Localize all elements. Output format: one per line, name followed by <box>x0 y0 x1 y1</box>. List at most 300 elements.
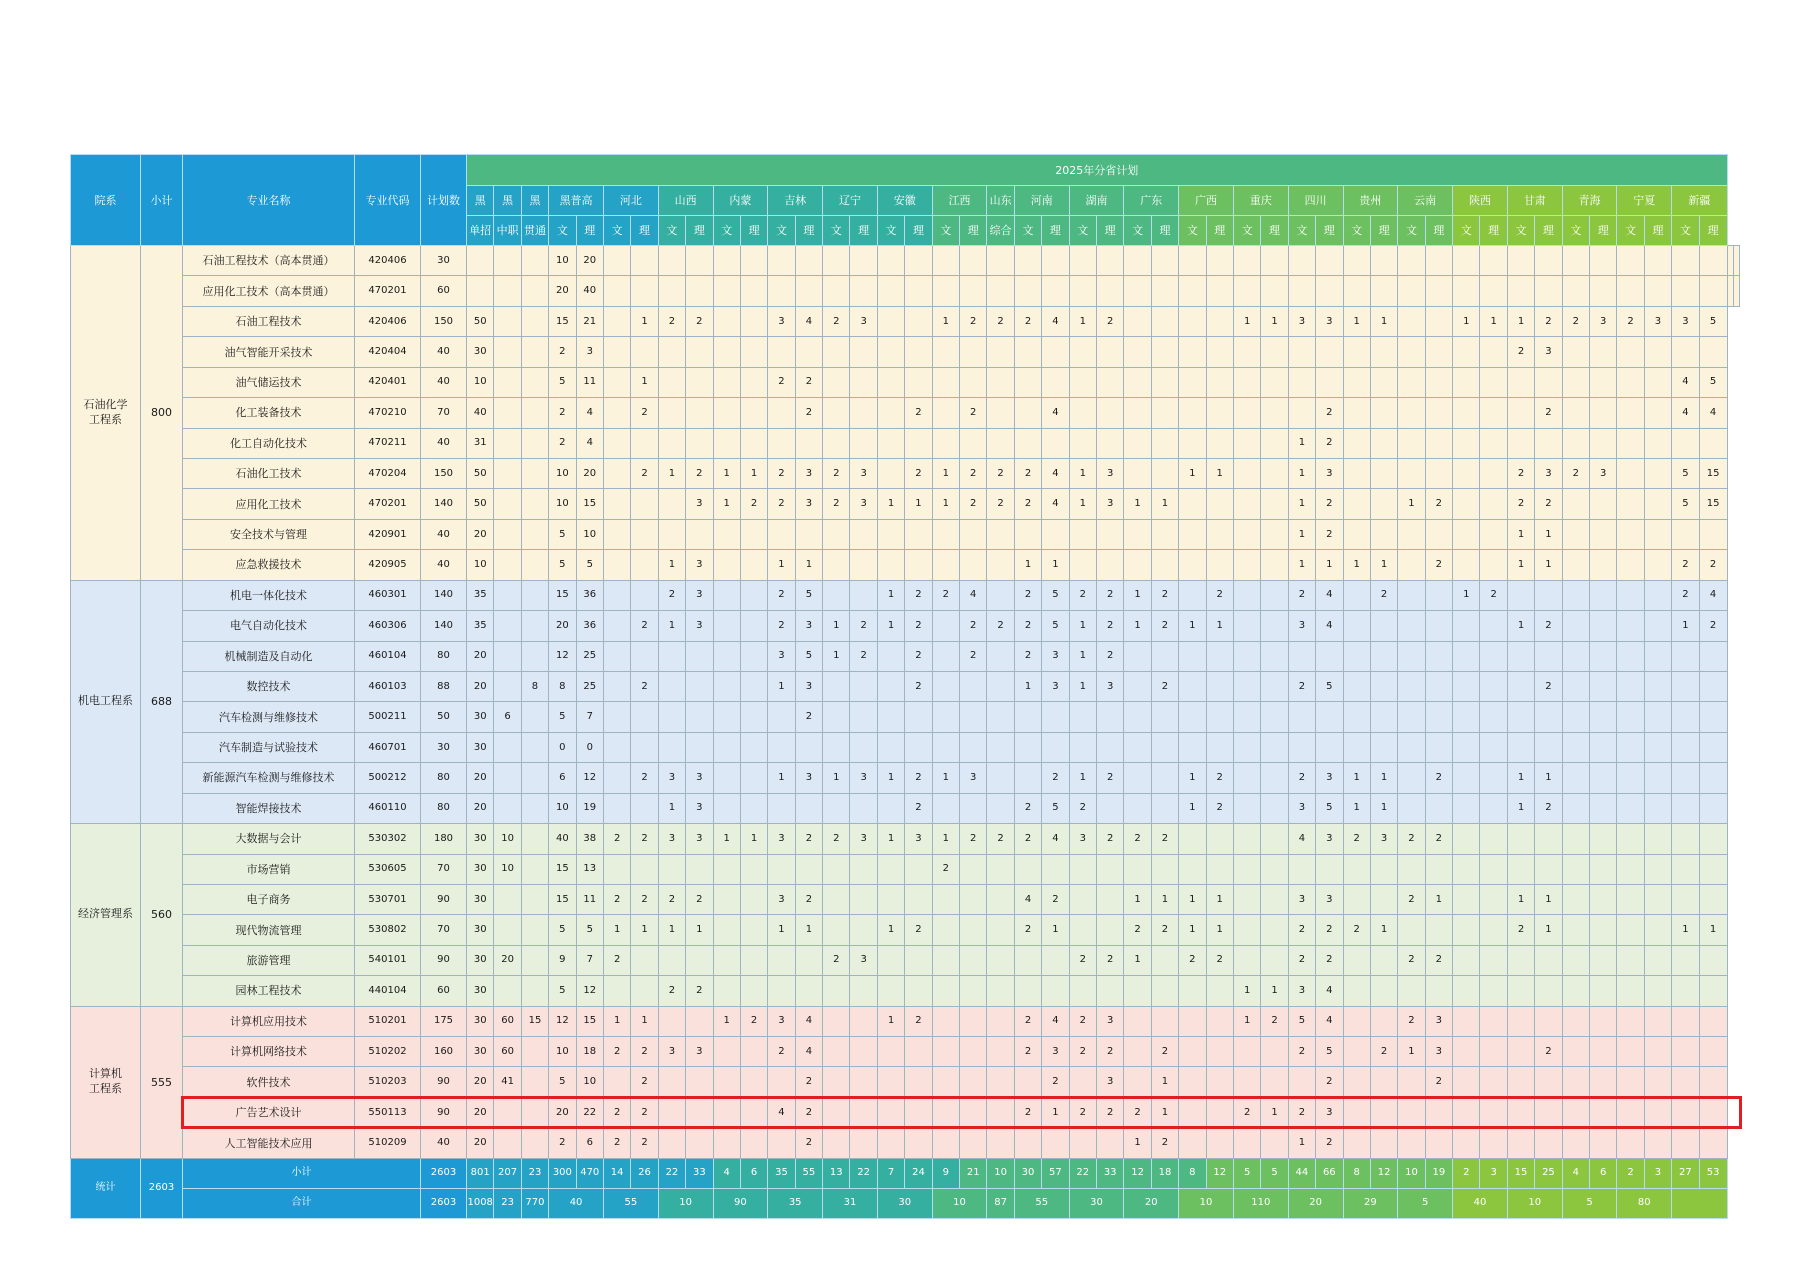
plan-value-cell: 2 <box>1535 793 1562 823</box>
plan-value-cell: 1 <box>1233 976 1260 1006</box>
plan-value-cell: 2 <box>795 1067 822 1097</box>
plan-value-cell <box>1562 489 1589 519</box>
plan-value-cell: 3 <box>1096 1006 1123 1036</box>
plan-value-cell <box>1453 611 1480 641</box>
plan-value-cell <box>1124 1037 1151 1067</box>
plan-value-cell: 4 <box>1014 884 1041 914</box>
plan-value-cell <box>713 276 740 306</box>
plan-value-cell: 10 <box>549 489 576 519</box>
plan-value-cell: 1 <box>1288 489 1315 519</box>
plan-value-cell <box>1398 854 1425 884</box>
major-code-cell: 460301 <box>355 580 421 610</box>
plan-value-cell: 2 <box>686 306 713 336</box>
plan-value-cell <box>658 367 685 397</box>
plan-value-cell: 2 <box>932 854 959 884</box>
plan-value-cell: 2 <box>1370 1037 1397 1067</box>
plan-value-cell <box>1179 306 1206 336</box>
plan-value-cell: 1 <box>1261 976 1288 1006</box>
plan-value-cell: 5 <box>549 976 576 1006</box>
plan-value-cell: 35 <box>467 580 494 610</box>
footer-sum-cell: 30 <box>1069 1188 1124 1218</box>
plan-value-cell: 2 <box>1151 1128 1178 1158</box>
plan-value-cell <box>1425 459 1452 489</box>
plan-value-cell <box>960 945 987 975</box>
major-name-cell: 应用化工技术（高本贯通） <box>183 276 355 306</box>
footer-sum-cell: 31 <box>823 1188 878 1218</box>
plan-value-cell <box>521 945 548 975</box>
plan-value-cell <box>1233 732 1260 762</box>
plan-value-cell: 10 <box>494 824 521 854</box>
plan-value-cell <box>494 337 521 367</box>
footer-label: 统计 <box>71 1158 141 1218</box>
plan-value-cell <box>987 1006 1014 1036</box>
plan-value-cell <box>795 276 822 306</box>
plan-value-cell <box>987 367 1014 397</box>
major-name-cell: 石油化工技术 <box>183 459 355 489</box>
plan-value-cell <box>603 398 630 428</box>
plan-value-cell <box>850 976 877 1006</box>
plan-value-cell <box>1398 702 1425 732</box>
plan-value-cell <box>1343 945 1370 975</box>
plan-value-cell <box>1316 276 1343 306</box>
header-group-1: 黑 <box>494 186 521 216</box>
plan-value-cell: 2 <box>768 489 795 519</box>
plan-value-cell <box>1370 367 1397 397</box>
plan-value-cell <box>686 732 713 762</box>
plan-value-cell: 1 <box>877 763 904 793</box>
plan-value-cell: 2 <box>1672 580 1699 610</box>
plan-value-cell <box>1261 915 1288 945</box>
plan-value-cell <box>1644 367 1671 397</box>
plan-value-cell <box>1343 398 1370 428</box>
header-group-16: 重庆 <box>1233 186 1288 216</box>
plan-value-cell <box>603 976 630 1006</box>
plan-value-cell <box>768 428 795 458</box>
plan-value-cell: 1 <box>1206 459 1233 489</box>
plan-value-cell: 1 <box>932 459 959 489</box>
plan-value-cell <box>1453 732 1480 762</box>
plan-count-cell: 40 <box>421 367 467 397</box>
plan-value-cell <box>1590 428 1617 458</box>
plan-value-cell: 1 <box>1206 884 1233 914</box>
plan-value-cell <box>713 1128 740 1158</box>
footer-sum-cell: 40 <box>549 1188 604 1218</box>
footer-sub-cell: 10 <box>1398 1158 1425 1188</box>
plan-value-cell <box>658 428 685 458</box>
footer-sum-cell: 87 <box>987 1188 1014 1218</box>
plan-value-cell: 10 <box>576 1067 603 1097</box>
plan-value-cell: 3 <box>686 763 713 793</box>
dept-subtotal-cell: 800 <box>141 246 183 581</box>
plan-value-cell <box>521 611 548 641</box>
header-group-13: 湖南 <box>1069 186 1124 216</box>
plan-value-cell <box>1233 763 1260 793</box>
plan-value-cell: 4 <box>1699 580 1727 610</box>
plan-count-cell: 60 <box>421 276 467 306</box>
plan-value-cell: 1 <box>1288 550 1315 580</box>
plan-value-cell <box>1288 732 1315 762</box>
plan-value-cell <box>850 367 877 397</box>
plan-value-cell <box>521 550 548 580</box>
plan-value-cell: 4 <box>795 306 822 336</box>
plan-value-cell <box>1179 641 1206 671</box>
plan-value-cell <box>1672 428 1699 458</box>
plan-value-cell <box>823 398 850 428</box>
plan-value-cell <box>1151 976 1178 1006</box>
plan-value-cell: 2 <box>823 459 850 489</box>
plan-value-cell <box>1507 398 1534 428</box>
plan-value-cell <box>877 337 904 367</box>
plan-value-cell <box>1233 1037 1260 1067</box>
plan-value-cell <box>1398 550 1425 580</box>
plan-value-cell <box>521 519 548 549</box>
plan-count-cell: 90 <box>421 1067 467 1097</box>
plan-value-cell <box>850 246 877 276</box>
plan-value-cell: 1 <box>1233 306 1260 336</box>
plan-value-cell: 2 <box>1151 611 1178 641</box>
plan-value-cell <box>905 976 932 1006</box>
plan-value-cell: 2 <box>823 489 850 519</box>
plan-value-cell <box>1042 702 1069 732</box>
plan-value-cell: 1 <box>1425 884 1452 914</box>
major-code-cell: 500211 <box>355 702 421 732</box>
major-code-cell: 470210 <box>355 398 421 428</box>
plan-value-cell <box>960 976 987 1006</box>
footer-sub-cell: 2 <box>1617 1158 1644 1188</box>
plan-value-cell <box>1124 306 1151 336</box>
plan-value-cell <box>1124 763 1151 793</box>
plan-value-cell <box>1261 1067 1288 1097</box>
plan-value-cell: 1 <box>1370 550 1397 580</box>
plan-value-cell <box>877 671 904 701</box>
plan-value-cell <box>1699 884 1727 914</box>
plan-value-cell <box>713 793 740 823</box>
footer-sum-cell: 30 <box>877 1188 932 1218</box>
plan-value-cell <box>1233 398 1260 428</box>
plan-value-cell <box>1096 337 1123 367</box>
header-sub-9-1: 理 <box>905 216 932 246</box>
plan-value-cell <box>1014 854 1041 884</box>
plan-value-cell <box>1124 702 1151 732</box>
plan-value-cell <box>850 793 877 823</box>
plan-value-cell <box>1425 1128 1452 1158</box>
plan-value-cell <box>1562 702 1589 732</box>
plan-value-cell <box>1370 398 1397 428</box>
plan-value-cell <box>1261 246 1288 276</box>
plan-count-cell: 80 <box>421 763 467 793</box>
plan-count-cell: 70 <box>421 915 467 945</box>
plan-value-cell: 2 <box>1343 915 1370 945</box>
plan-value-cell <box>987 1067 1014 1097</box>
plan-value-cell <box>603 611 630 641</box>
plan-value-cell <box>1261 1037 1288 1067</box>
plan-value-cell: 1 <box>1288 459 1315 489</box>
plan-value-cell <box>1590 398 1617 428</box>
plan-value-cell <box>905 1067 932 1097</box>
plan-value-cell <box>1179 1037 1206 1067</box>
plan-value-cell <box>932 1128 959 1158</box>
plan-value-cell: 2 <box>603 1037 630 1067</box>
plan-value-cell <box>1672 945 1699 975</box>
plan-value-cell <box>1233 641 1260 671</box>
plan-value-cell <box>932 945 959 975</box>
plan-count-cell: 180 <box>421 824 467 854</box>
plan-value-cell <box>1562 367 1589 397</box>
plan-value-cell <box>1535 428 1562 458</box>
plan-value-cell <box>1562 1128 1589 1158</box>
plan-value-cell <box>768 732 795 762</box>
plan-value-cell: 2 <box>960 398 987 428</box>
plan-value-cell: 5 <box>549 367 576 397</box>
plan-value-cell <box>658 276 685 306</box>
plan-value-cell <box>740 732 767 762</box>
plan-value-cell <box>1699 702 1727 732</box>
plan-value-cell: 2 <box>795 367 822 397</box>
plan-value-cell <box>1644 428 1671 458</box>
plan-value-cell <box>1672 671 1699 701</box>
plan-value-cell <box>494 641 521 671</box>
plan-value-cell: 2 <box>1096 824 1123 854</box>
plan-value-cell <box>1617 428 1644 458</box>
plan-value-cell <box>686 1128 713 1158</box>
plan-value-cell <box>1206 641 1233 671</box>
plan-value-cell <box>740 611 767 641</box>
major-name-cell: 大数据与会计 <box>183 824 355 854</box>
footer-sub-cell: 300 <box>549 1158 576 1188</box>
major-code-cell: 470201 <box>355 276 421 306</box>
plan-value-cell <box>1151 1006 1178 1036</box>
plan-value-cell <box>768 276 795 306</box>
plan-value-cell <box>1206 246 1233 276</box>
plan-value-cell: 3 <box>850 763 877 793</box>
plan-value-cell <box>1590 793 1617 823</box>
footer-sub-cell: 66 <box>1316 1158 1343 1188</box>
plan-value-cell <box>1644 884 1671 914</box>
plan-value-cell: 2 <box>603 1128 630 1158</box>
plan-value-cell <box>1398 580 1425 610</box>
plan-value-cell: 5 <box>1699 306 1727 336</box>
plan-value-cell <box>740 1097 767 1127</box>
plan-value-cell: 1 <box>1535 884 1562 914</box>
plan-value-cell: 2 <box>1014 459 1041 489</box>
plan-value-cell <box>1562 915 1589 945</box>
plan-value-cell <box>1096 793 1123 823</box>
plan-value-cell <box>987 793 1014 823</box>
major-name-cell: 软件技术 <box>183 1067 355 1097</box>
plan-value-cell <box>768 398 795 428</box>
plan-value-cell <box>631 550 658 580</box>
header-sub-16-0: 文 <box>1233 216 1260 246</box>
plan-value-cell: 3 <box>1316 824 1343 854</box>
plan-value-cell <box>1590 337 1617 367</box>
plan-value-cell <box>768 702 795 732</box>
plan-value-cell <box>1151 854 1178 884</box>
plan-value-cell: 2 <box>1535 306 1562 336</box>
plan-value-cell <box>1343 337 1370 367</box>
plan-value-cell: 1 <box>768 550 795 580</box>
plan-value-cell <box>713 367 740 397</box>
plan-value-cell: 3 <box>1316 459 1343 489</box>
plan-value-cell <box>1069 337 1096 367</box>
plan-value-cell: 2 <box>987 489 1014 519</box>
plan-value-cell <box>494 732 521 762</box>
header-group-8: 辽宁 <box>823 186 878 216</box>
plan-value-cell <box>987 854 1014 884</box>
plan-value-cell: 3 <box>1535 459 1562 489</box>
plan-value-cell <box>1124 793 1151 823</box>
plan-value-cell <box>1507 1097 1534 1127</box>
plan-value-cell <box>1644 1037 1671 1067</box>
plan-value-cell <box>1425 641 1452 671</box>
plan-value-cell <box>932 732 959 762</box>
plan-value-cell <box>1206 428 1233 458</box>
plan-value-cell <box>1699 824 1727 854</box>
plan-value-cell <box>1562 854 1589 884</box>
plan-value-cell <box>1617 641 1644 671</box>
plan-value-cell <box>1316 732 1343 762</box>
plan-value-cell <box>1672 1097 1699 1127</box>
plan-value-cell: 4 <box>1042 824 1069 854</box>
plan-value-cell: 30 <box>467 976 494 1006</box>
footer-sub-cell: 30 <box>1014 1158 1041 1188</box>
plan-value-cell <box>768 854 795 884</box>
plan-value-cell <box>631 337 658 367</box>
plan-value-cell <box>905 854 932 884</box>
plan-value-cell: 1 <box>1069 763 1096 793</box>
plan-count-cell: 140 <box>421 611 467 641</box>
footer-sum-cell: 770 <box>521 1188 548 1218</box>
footer-sub-cell: 12 <box>1370 1158 1397 1188</box>
plan-value-cell <box>1644 337 1671 367</box>
plan-value-cell <box>877 641 904 671</box>
plan-value-cell <box>631 793 658 823</box>
plan-value-cell <box>1069 915 1096 945</box>
major-name-cell: 石油工程技术（高本贯通） <box>183 246 355 276</box>
plan-value-cell <box>1617 763 1644 793</box>
plan-value-cell <box>905 702 932 732</box>
plan-value-cell <box>713 519 740 549</box>
plan-value-cell <box>1179 671 1206 701</box>
plan-value-cell: 1 <box>1672 611 1699 641</box>
footer-sub-cell: 22 <box>1069 1158 1096 1188</box>
footer-sum-cell: 23 <box>494 1188 521 1218</box>
plan-value-cell <box>768 1067 795 1097</box>
plan-value-cell: 2 <box>795 824 822 854</box>
plan-value-cell: 3 <box>850 945 877 975</box>
plan-value-cell <box>494 580 521 610</box>
plan-value-cell <box>1535 976 1562 1006</box>
plan-value-cell <box>1699 1067 1727 1097</box>
table-row <box>71 489 1740 519</box>
plan-value-cell: 12 <box>576 763 603 793</box>
header-sub-6-0: 文 <box>713 216 740 246</box>
plan-value-cell <box>686 246 713 276</box>
plan-value-cell <box>1288 702 1315 732</box>
plan-value-cell <box>494 671 521 701</box>
plan-value-cell: 2 <box>1398 1006 1425 1036</box>
plan-value-cell <box>932 611 959 641</box>
plan-value-cell <box>1562 580 1589 610</box>
plan-value-cell <box>1343 1128 1370 1158</box>
footer-sub-cell: 4 <box>1562 1158 1589 1188</box>
plan-value-cell: 4 <box>1316 1006 1343 1036</box>
plan-value-cell: 2 <box>1562 306 1589 336</box>
plan-value-cell <box>1590 1128 1617 1158</box>
plan-value-cell <box>1096 367 1123 397</box>
plan-value-cell: 1 <box>1124 489 1151 519</box>
plan-value-cell <box>1096 550 1123 580</box>
plan-value-cell <box>1562 519 1589 549</box>
plan-value-cell <box>1069 732 1096 762</box>
plan-value-cell <box>1562 1097 1589 1127</box>
plan-value-cell <box>1233 793 1260 823</box>
footer-sub-cell: 801 <box>467 1158 494 1188</box>
header-sub-12-0: 文 <box>1014 216 1041 246</box>
plan-value-cell: 3 <box>1042 671 1069 701</box>
plan-value-cell <box>905 945 932 975</box>
plan-value-cell: 5 <box>795 580 822 610</box>
plan-value-cell: 3 <box>1316 306 1343 336</box>
plan-value-cell <box>1261 489 1288 519</box>
plan-value-cell: 3 <box>1316 763 1343 793</box>
plan-value-cell: 1 <box>768 763 795 793</box>
plan-value-cell <box>1480 793 1507 823</box>
plan-value-cell <box>1617 793 1644 823</box>
plan-value-cell <box>1617 1006 1644 1036</box>
plan-value-cell <box>521 641 548 671</box>
plan-value-cell <box>1014 945 1041 975</box>
plan-value-cell <box>960 671 987 701</box>
plan-value-cell <box>1124 671 1151 701</box>
plan-value-cell: 2 <box>1316 489 1343 519</box>
plan-value-cell: 4 <box>1699 398 1727 428</box>
plan-value-cell <box>1617 884 1644 914</box>
plan-value-cell <box>1096 976 1123 1006</box>
plan-value-cell <box>1261 459 1288 489</box>
plan-value-cell <box>521 306 548 336</box>
table-row <box>71 1006 1740 1036</box>
plan-value-cell <box>1480 884 1507 914</box>
plan-value-cell: 1 <box>1233 1006 1260 1036</box>
plan-value-cell: 4 <box>1672 367 1699 397</box>
dept-subtotal-cell: 560 <box>141 824 183 1007</box>
plan-value-cell <box>1562 976 1589 1006</box>
plan-value-cell <box>1617 732 1644 762</box>
header-group-15: 广西 <box>1179 186 1234 216</box>
plan-value-cell <box>1151 519 1178 549</box>
plan-value-cell <box>1699 854 1727 884</box>
plan-value-cell <box>521 915 548 945</box>
plan-value-cell <box>1617 580 1644 610</box>
plan-value-cell <box>905 1097 932 1127</box>
plan-value-cell: 20 <box>467 641 494 671</box>
footer-sum-cell: 80 <box>1617 1188 1672 1218</box>
plan-value-cell <box>1069 884 1096 914</box>
plan-value-cell <box>877 276 904 306</box>
plan-value-cell <box>1644 793 1671 823</box>
plan-value-cell <box>1343 1097 1370 1127</box>
plan-value-cell <box>877 1067 904 1097</box>
plan-value-cell <box>877 976 904 1006</box>
plan-value-cell: 1 <box>1507 519 1534 549</box>
plan-value-cell <box>1480 763 1507 793</box>
plan-value-cell <box>1261 824 1288 854</box>
plan-value-cell <box>1480 1128 1507 1158</box>
plan-value-cell: 1 <box>1069 611 1096 641</box>
plan-value-cell <box>1699 976 1727 1006</box>
plan-value-cell <box>521 580 548 610</box>
plan-value-cell <box>932 793 959 823</box>
